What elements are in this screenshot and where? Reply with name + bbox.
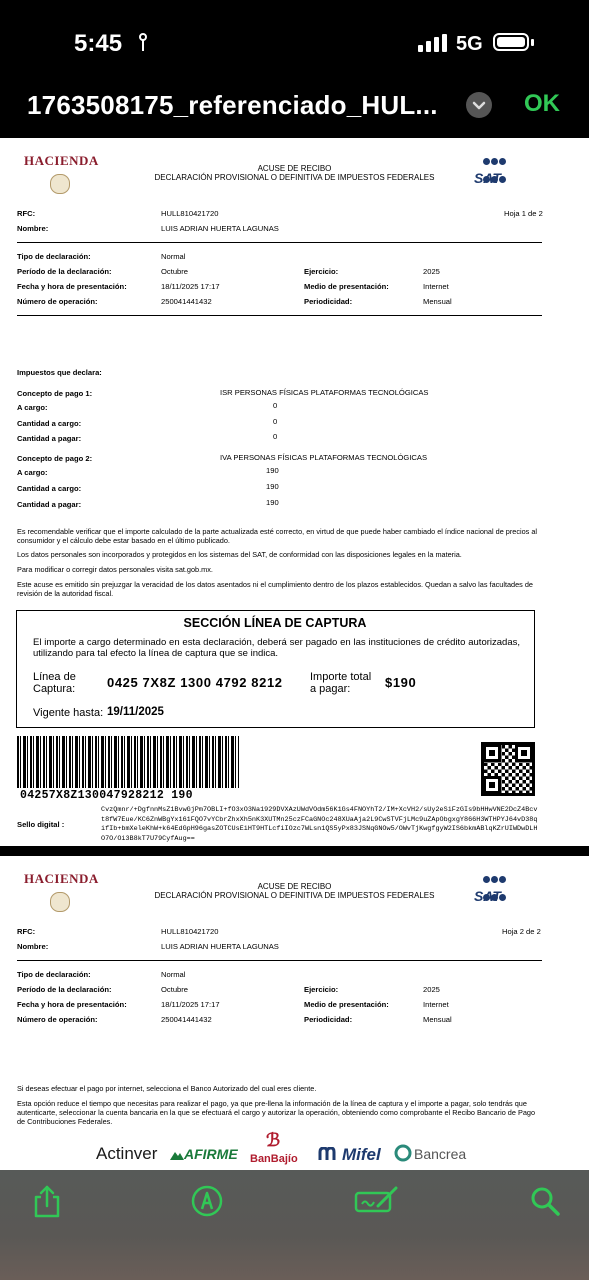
note-paragraph: Esta opción reduce el tiempo que necesitas para realizar el pago, ya que pre-llena la información de la línea de captura y el importe a pagar, solo tendrás que autenticarte, seleccionar la cuenta bancaria en la que se efectuará el cargo y autorizar la operación, obteniendo como comprobante el Recibo Bancario de Pago de Contribuciones Federales.	[17, 1099, 535, 1126]
search-icon[interactable]	[528, 1184, 562, 1218]
bank-actinver[interactable]: Actinver	[96, 1144, 158, 1163]
concepto2-label: Concepto de pago 2:	[17, 454, 93, 463]
qr-finder	[483, 776, 501, 794]
document-filename[interactable]: 1763508175_referenciado_HUL...	[27, 90, 438, 120]
afirme-mountain-icon	[170, 1150, 184, 1160]
nombre-value: LUIS ADRIAN HUERTA LAGUNAS	[161, 224, 279, 233]
vigente-value: 19/11/2025	[107, 706, 164, 718]
cantidad-cargo-label: Cantidad a cargo:	[17, 484, 82, 493]
ejercicio-label: Ejercicio:	[304, 985, 339, 994]
note-paragraph: Los datos personales son incorporados y protegidos en los sistemas del SAT, de conformidad con las disposiciones legales en la materia.	[17, 550, 462, 559]
tipo-label: Tipo de declaración:	[17, 252, 91, 261]
signature-icon[interactable]	[354, 1184, 400, 1218]
note-paragraph: Este acuse es emitido sin prejuzgar la veracidad de los datos asentados ni el cumplimiento dentro de los plazos establecidos. Quedan a salvo las facultades de revisión de la autoridad fiscal.	[17, 580, 533, 598]
sello-digital: CvzQmnr/+DgfnnMsZ1BvwGjPm7OBLI+fO3xO3Na1929DVXAzUWdVOdm56K1Gs4FNOYhT2/IM+XcVH2/sUy2eSiFzGIs9bHHwVNE2DcZ4Bcvt8fW7Eue/KC6ZnWBgYx161FQO7vYCbrZhxXh5nK3XUTMn25czFCaGNOc248XUaAja2L9CwSTVFjLMc9uZApObgxgY866H3WTHPYJ64vD38qifIb+bmXeleKhW+k64EdGpH96gasZOTCUsEiHT9HTLcfiIOzc7WLsn1QS5yPx83JSNqGNOw5/OWvTjKwgfgyW2IS6bkmABlqKZrUIWDwDLHO7O/Oi3B8kT7U79CyfAug==	[101, 806, 538, 843]
a-cargo-value: 0	[273, 401, 278, 410]
bank-afirme[interactable]: AFIRME	[184, 1146, 238, 1162]
header-title: ACUSE DE RECIBO	[257, 164, 332, 173]
chevron-down-icon[interactable]	[466, 92, 492, 118]
importe-label: a pagar:	[310, 683, 351, 695]
network-type: 5G	[456, 33, 483, 55]
battery-tip	[531, 39, 534, 46]
bank-logos	[0, 1130, 589, 1168]
hacienda-logo: HACIENDA	[24, 153, 99, 168]
captura-description: El importe a cargo determinado en esta declaración, deberá ser pagado en las instituciones de crédito autorizadas, utilizando para tal efecto la línea de captura que se indica.	[33, 637, 520, 659]
tipo-label: Tipo de declaración:	[17, 970, 91, 979]
rfc-label: RFC:	[17, 927, 36, 936]
linea-captura-section	[16, 610, 535, 728]
bank-bancrea[interactable]: Bancrea	[414, 1146, 467, 1162]
periodicidad-value: Mensual	[423, 1015, 452, 1024]
operacion-label: Número de operación:	[17, 297, 98, 306]
rfc-value: HULL810421720	[161, 209, 219, 218]
header-title: ACUSE DE RECIBO	[257, 882, 332, 891]
cantidad-cargo-label: Cantidad a cargo:	[17, 419, 82, 428]
tipo-value: Normal	[161, 970, 186, 979]
captura-title: SECCIÓN LÍNEA DE CAPTURA	[183, 616, 367, 630]
tipo-value: Normal	[161, 252, 186, 261]
qr-finder	[483, 744, 501, 762]
fecha-label: Fecha y hora de presentación:	[17, 282, 127, 291]
bank-banbajio[interactable]: BanBajío	[250, 1153, 298, 1165]
a-cargo-label: A cargo:	[17, 403, 48, 412]
markup-pen-icon[interactable]	[190, 1184, 224, 1218]
medio-value: Internet	[423, 1000, 449, 1009]
nombre-value: LUIS ADRIAN HUERTA LAGUNAS	[161, 942, 279, 951]
vigente-label: Vigente hasta:	[33, 707, 104, 719]
periodo-label: Período de la declaración:	[17, 985, 112, 994]
qr-finder	[515, 744, 533, 762]
bancrea-mark-icon	[394, 1144, 412, 1162]
cantidad-pagar-label: Cantidad a pagar:	[17, 434, 82, 443]
concepto2-value: IVA PERSONAS FÍSICAS PLATAFORMAS TECNOLÓGICAS	[220, 453, 428, 462]
sat-logo-text: SAT	[474, 170, 501, 186]
qr-code	[481, 742, 535, 796]
linea-label: Línea de	[33, 671, 76, 683]
cantidad-pagar-value: 190	[266, 498, 279, 507]
note-paragraph: Si deseas efectuar el pago por internet, selecciona el Banco Autorizado del cual eres cliente.	[17, 1084, 317, 1093]
hacienda-logo: HACIENDA	[24, 871, 99, 886]
bottom-toolbar	[0, 1170, 589, 1280]
note-paragraph: Es recomendable verificar que el importe calculado de la parte actualizada esté correcto, en virtud de que puede haber cambiado el índice nacional de precios al consumidor y el cálculo debe estar basado en el último publicado.	[17, 527, 538, 545]
divider	[17, 960, 542, 961]
cantidad-cargo-value: 190	[266, 482, 279, 491]
importe-label: Importe total	[310, 671, 372, 683]
linea-label: Captura:	[33, 683, 76, 695]
cantidad-pagar-value: 0	[273, 432, 278, 441]
cantidad-pagar-label: Cantidad a pagar:	[17, 500, 82, 509]
operacion-label: Número de operación:	[17, 1015, 98, 1024]
signal-strength-icon	[418, 34, 448, 52]
ejercicio-value: 2025	[423, 267, 440, 276]
linea-captura-value: 0425 7X8Z 1300 4792 8212	[107, 675, 283, 690]
battery-icon	[493, 33, 529, 51]
concepto1-value: ISR PERSONAS FÍSICAS PLATAFORMAS TECNOLÓGICAS	[220, 388, 429, 397]
sat-logo	[452, 870, 536, 914]
fecha-value: 18/11/2025 17:17	[161, 1000, 220, 1009]
note-paragraph: Para modificar o corregir datos personales visita sat.gob.mx.	[17, 565, 213, 574]
nombre-label: Nombre:	[17, 224, 49, 233]
page-indicator: Hoja 2 de 2	[502, 927, 541, 936]
banbajio-mark-icon: ℬ	[266, 1130, 281, 1150]
medio-value: Internet	[423, 282, 449, 291]
ejercicio-value: 2025	[423, 985, 440, 994]
rfc-label: RFC:	[17, 209, 36, 218]
periodo-label: Período de la declaración:	[17, 267, 112, 276]
ejercicio-label: Ejercicio:	[304, 267, 339, 276]
document-page-2	[0, 856, 589, 1170]
status-bar	[0, 0, 589, 80]
document-page-1	[0, 138, 589, 846]
mifel-mark-icon	[318, 1147, 340, 1161]
fecha-value: 18/11/2025 17:17	[161, 282, 220, 291]
divider	[17, 242, 542, 243]
a-cargo-value: 190	[266, 466, 279, 475]
fecha-label: Fecha y hora de presentación:	[17, 1000, 127, 1009]
barcode	[17, 736, 239, 788]
periodicidad-label: Periodicidad:	[304, 297, 353, 306]
share-icon[interactable]	[30, 1184, 64, 1218]
medio-label: Medio de presentación:	[304, 282, 389, 291]
sat-logo	[452, 152, 536, 196]
a-cargo-label: A cargo:	[17, 468, 48, 477]
clock: 5:45	[74, 30, 123, 57]
document-title-bar	[0, 80, 589, 138]
impuestos-label: Impuestos que declara:	[17, 368, 102, 377]
sat-logo-text: SAT	[474, 888, 501, 904]
periodo-value: Octubre	[161, 267, 189, 276]
bank-mifel[interactable]: Mifel	[342, 1145, 381, 1164]
operacion-value: 250041441432	[161, 297, 212, 306]
operacion-value: 250041441432	[161, 1015, 212, 1024]
periodicidad-value: Mensual	[423, 297, 452, 306]
rfc-value: HULL810421720	[161, 927, 219, 936]
sello-label: Sello digital :	[17, 820, 65, 829]
periodicidad-label: Periodicidad:	[304, 1015, 353, 1024]
header-subtitle: DECLARACIÓN PROVISIONAL O DEFINITIVA DE IMPUESTOS FEDERALES	[154, 173, 435, 182]
importe-value: $190	[385, 675, 417, 690]
header-subtitle: DECLARACIÓN PROVISIONAL O DEFINITIVA DE IMPUESTOS FEDERALES	[154, 891, 435, 900]
ok-button[interactable]: OK	[524, 90, 560, 117]
page-indicator: Hoja 1 de 2	[504, 209, 543, 218]
concepto1-label: Concepto de pago 1:	[17, 389, 93, 398]
barcode-text: 04257X8Z130047928212 190	[20, 789, 193, 802]
medio-label: Medio de presentación:	[304, 1000, 389, 1009]
periodo-value: Octubre	[161, 985, 189, 994]
divider	[17, 315, 542, 316]
nombre-label: Nombre:	[17, 942, 49, 951]
cantidad-cargo-value: 0	[273, 417, 278, 426]
location-pin-icon	[138, 33, 148, 53]
